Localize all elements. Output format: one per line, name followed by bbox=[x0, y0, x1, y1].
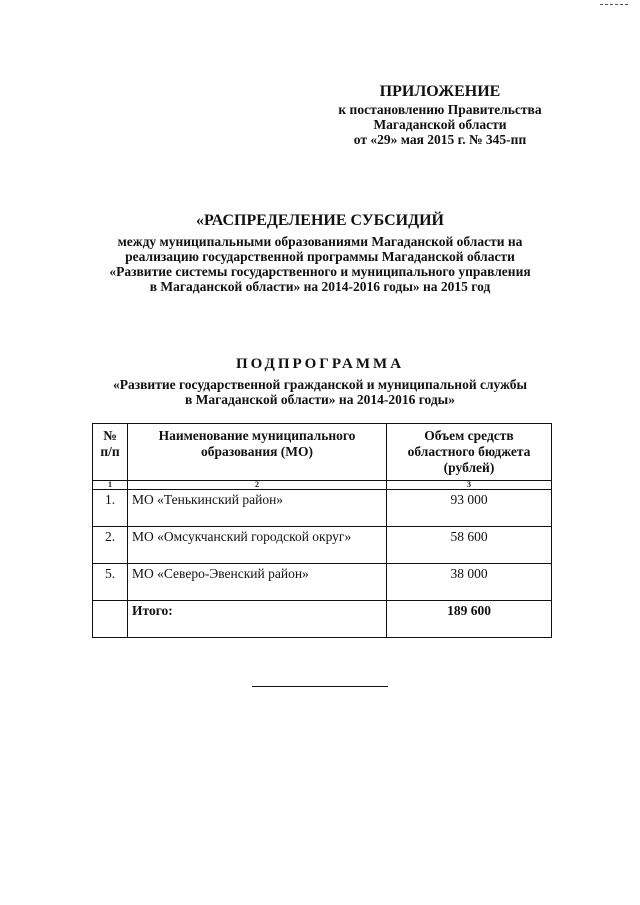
appendix-line-1: к постановлению Правительства bbox=[338, 102, 542, 117]
total-empty-cell bbox=[93, 601, 128, 638]
row-municipality: МО «Тенькинский район» bbox=[128, 490, 387, 527]
appendix-line-3: от «29» мая 2015 г. № 345-пп bbox=[353, 132, 527, 147]
title-line-2: реализацию государственной программы Магаданской области bbox=[125, 249, 515, 264]
table-row bbox=[93, 490, 552, 527]
title-line-4: в Магаданской области» на 2014-2016 годы» на 2015 год bbox=[149, 279, 491, 294]
total-amount: 189 600 bbox=[387, 601, 552, 638]
table-header-row bbox=[93, 424, 552, 481]
document-title bbox=[60, 212, 580, 294]
row-municipality: МО «Северо-Эвенский район» bbox=[128, 564, 387, 601]
row-amount: 93 000 bbox=[387, 490, 552, 527]
subprogram-heading: ПОДПРОГРАММА bbox=[235, 356, 405, 372]
appendix-block bbox=[320, 84, 560, 147]
total-row bbox=[93, 601, 552, 638]
row-amount: 38 000 bbox=[387, 564, 552, 601]
subprogram-line-2: в Магаданской области» на 2014-2016 годы» bbox=[185, 392, 455, 407]
subprogram-line-1: «Развитие государственной гражданской и муниципальной службы bbox=[112, 377, 528, 392]
table-row bbox=[93, 527, 552, 564]
subsidy-table bbox=[92, 423, 552, 638]
column-number-row bbox=[93, 481, 552, 490]
row-amount: 58 600 bbox=[387, 527, 552, 564]
row-number: 2. bbox=[93, 527, 128, 564]
title-line-3: «Развитие системы государственного и муниципального управления bbox=[109, 264, 531, 279]
header-number: № п/п bbox=[93, 424, 128, 481]
row-number: 1. bbox=[93, 490, 128, 527]
appendix-line-2: Магаданской области bbox=[373, 117, 507, 132]
scan-mark bbox=[600, 4, 628, 9]
row-municipality: МО «Омсукчанский городской округ» bbox=[128, 527, 387, 564]
subprogram-block bbox=[60, 356, 580, 407]
total-label: Итого: bbox=[128, 601, 387, 638]
column-number: 1 bbox=[93, 481, 128, 490]
header-municipality: Наименование муниципального образования (МО) bbox=[128, 424, 387, 481]
column-number: 3 bbox=[387, 481, 552, 490]
appendix-heading: ПРИЛОЖЕНИЕ bbox=[379, 83, 501, 100]
title-line-1: между муниципальными образованиями Магаданской области на bbox=[117, 234, 523, 249]
column-number: 2 bbox=[128, 481, 387, 490]
closing-rule bbox=[252, 686, 388, 687]
row-number: 5. bbox=[93, 564, 128, 601]
table-row bbox=[93, 564, 552, 601]
title-main: «РАСПРЕДЕЛЕНИЕ СУБСИДИЙ bbox=[195, 212, 444, 229]
header-amount: Объем средств областного бюджета (рублей) bbox=[387, 424, 552, 481]
